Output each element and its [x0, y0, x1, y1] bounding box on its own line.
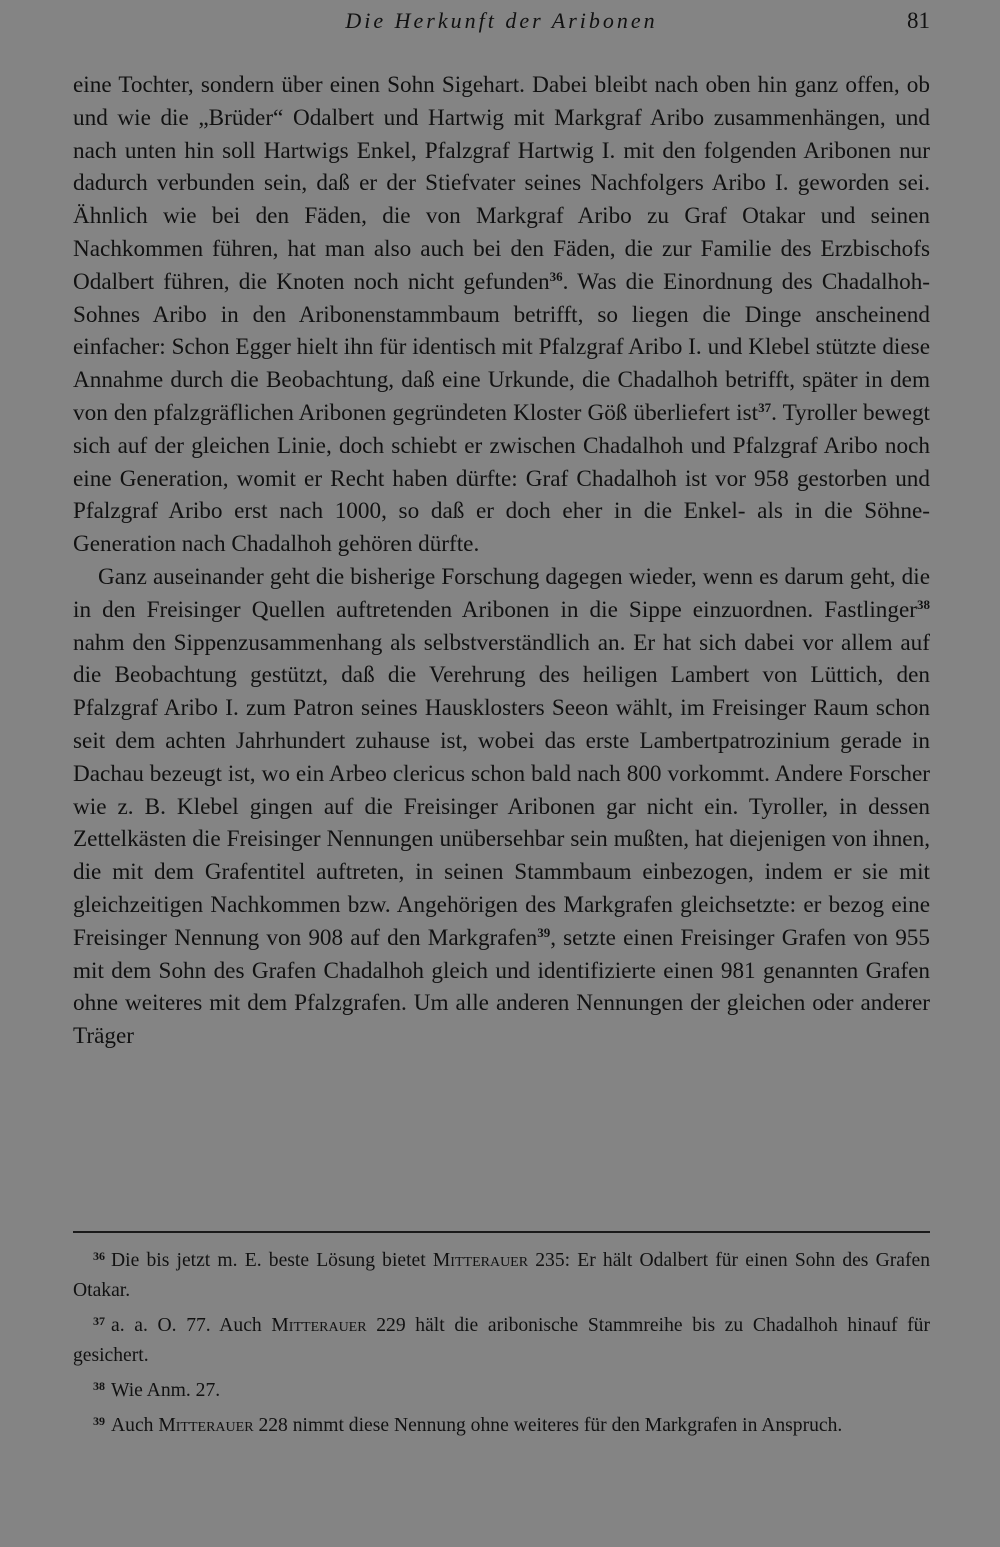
main-text — [73, 69, 930, 1053]
footnote-37 — [73, 1306, 930, 1371]
footnote-ref-39[interactable]: 39 — [537, 924, 551, 940]
text-run: eine Tochter, sondern über einen Sohn Sigehart. Dabei bleibt nach oben hin ganz offen, ob und wie die „Brüder“ Odalbert und Hartwig mit Markgraf Aribo zusammenhängen, und nach unten hin soll Hartwigs Enkel, Pfalzgraf Hartwig I. mit den folgenden Aribonen nur dadurch verbunden sein, daß er der Stiefvater seines Nachfolgers Aribo I. geworden sei. Ähnlich wie bei den Fäden, die von Markgraf Aribo zu Graf Otakar und seinen Nachkommen führen, hat man also auch bei den Fäden, die zur Familie des Erzbischofs Odalbert führen, die Knoten noch nicht gefunden — [73, 72, 930, 295]
page-header — [73, 8, 930, 42]
footnote-number: 37 — [93, 1314, 105, 1328]
page-number: 81 — [907, 8, 930, 33]
footnote-number: 38 — [93, 1379, 105, 1393]
footnote-36 — [73, 1241, 930, 1306]
text-run: nahm den Sippenzusammenhang als selbstverständlich an. Er hat sich dabei vor allem auf die Beobachtung gestützt, daß die Verehrung des heiligen Lambert von Lüttich, den Pfalzgraf Aribo I. zum Patron seines Hausklosters Seeon wählt, im Freisinger Raum schon seit dem achten Jahrhundert zuhause ist, wobei das erste Lambertpatrozinium gerade in Dachau bezeugt ist, wo ein Arbeo clericus schon bald nach 800 vorkommt. Andere Forscher wie z. B. Klebel gingen auf die Freisinger Aribonen gar nicht ein. Tyroller, in dessen Zettelkästen die Freisinger Nennungen unübersehbar sein mußten, hat diejenigen von ihnen, die mit dem Grafentitel auftreten, in seinen Stammbaum einbezogen, indem er sie mit gleichzeitigen Nachkommen bzw. Angehörigen des Markgrafen gleichsetzte: er bezog eine Freisinger Nennung von 908 auf den Markgrafen — [73, 629, 930, 951]
footnote-38 — [73, 1371, 930, 1406]
footnote-divider — [73, 1231, 930, 1233]
footnote-number: 39 — [93, 1414, 105, 1428]
footnote-number: 36 — [93, 1249, 105, 1263]
footnote-text: 229 hält die aribonische Stammreihe bis zu Chadalhoh hinauf für gesichert. — [73, 1315, 930, 1366]
author-name: Mitterauer — [158, 1415, 254, 1436]
footnote-text: a. a. O. 77. Auch — [111, 1315, 272, 1336]
text-run: , setzte einen Freisinger Grafen von 955 mit dem Sohn des Grafen Chadalhoh gleich und identifizierte einen 981 genannten Grafen ohne weiteres mit dem Pfalzgrafen. Um alle anderen Nennungen der gleichen oder anderer Träger — [73, 924, 930, 1050]
footnote-text: 228 nimmt diese Nennung ohne weiteres für den Markgrafen in Anspruch. — [253, 1415, 843, 1436]
author-name: Mitterauer — [432, 1250, 529, 1271]
text-run: Ganz auseinander geht die bisherige Forschung dagegen wieder, wenn es darum geht, die in den Freisinger Quellen auftretenden Aribonen in die Sippe einzuordnen. Fastlinger — [73, 563, 930, 623]
text-run: . Tyroller bewegt sich auf der gleichen Linie, doch schiebt er zwischen Chadalhoh und Pfalzgraf Aribo noch eine Generation, womit er Recht haben dürfte: Graf Chadalhoh ist vor 958 gestorben und Pfalzgraf Aribo erst nach 1000, so daß er doch eher in die Enkel- als in die Söhne-Generation nach Chadalhoh gehören dürfte. — [73, 399, 930, 558]
footnote-39 — [73, 1406, 930, 1441]
paragraph-2 — [73, 561, 930, 1053]
paragraph-1 — [73, 69, 930, 561]
footnote-ref-36[interactable]: 36 — [549, 268, 563, 284]
footnote-text: Wie Anm. 27. — [111, 1380, 221, 1401]
footnote-text: 235: Er hält Odalbert für einen Sohn des Grafen Otakar. — [73, 1250, 931, 1301]
footnotes — [73, 1241, 930, 1441]
footnote-ref-38[interactable]: 38 — [917, 596, 930, 612]
footnote-text: Auch — [111, 1415, 159, 1436]
footnote-ref-37[interactable]: 37 — [758, 399, 772, 415]
text-run: . Was die Einordnung des Chadalhoh-Sohnes Aribo in den Aribonenstammbaum betrifft, so liegen die Dinge anscheinend einfacher: Schon Egger hielt ihn für identisch mit Pfalzgraf Aribo I. und Klebel stützte diese Annahme durch die Beobachtung, daß eine Urkunde, die Chadalhoh betrifft, später in dem von den pfalzgräflichen Aribonen gegründeten Kloster Göß überliefert ist — [73, 268, 931, 426]
running-title: Die Herkunft der Aribonen — [345, 8, 658, 33]
footnote-text: Die bis jetzt m. E. beste Lösung bietet — [111, 1250, 433, 1271]
author-name: Mitterauer — [271, 1315, 367, 1336]
